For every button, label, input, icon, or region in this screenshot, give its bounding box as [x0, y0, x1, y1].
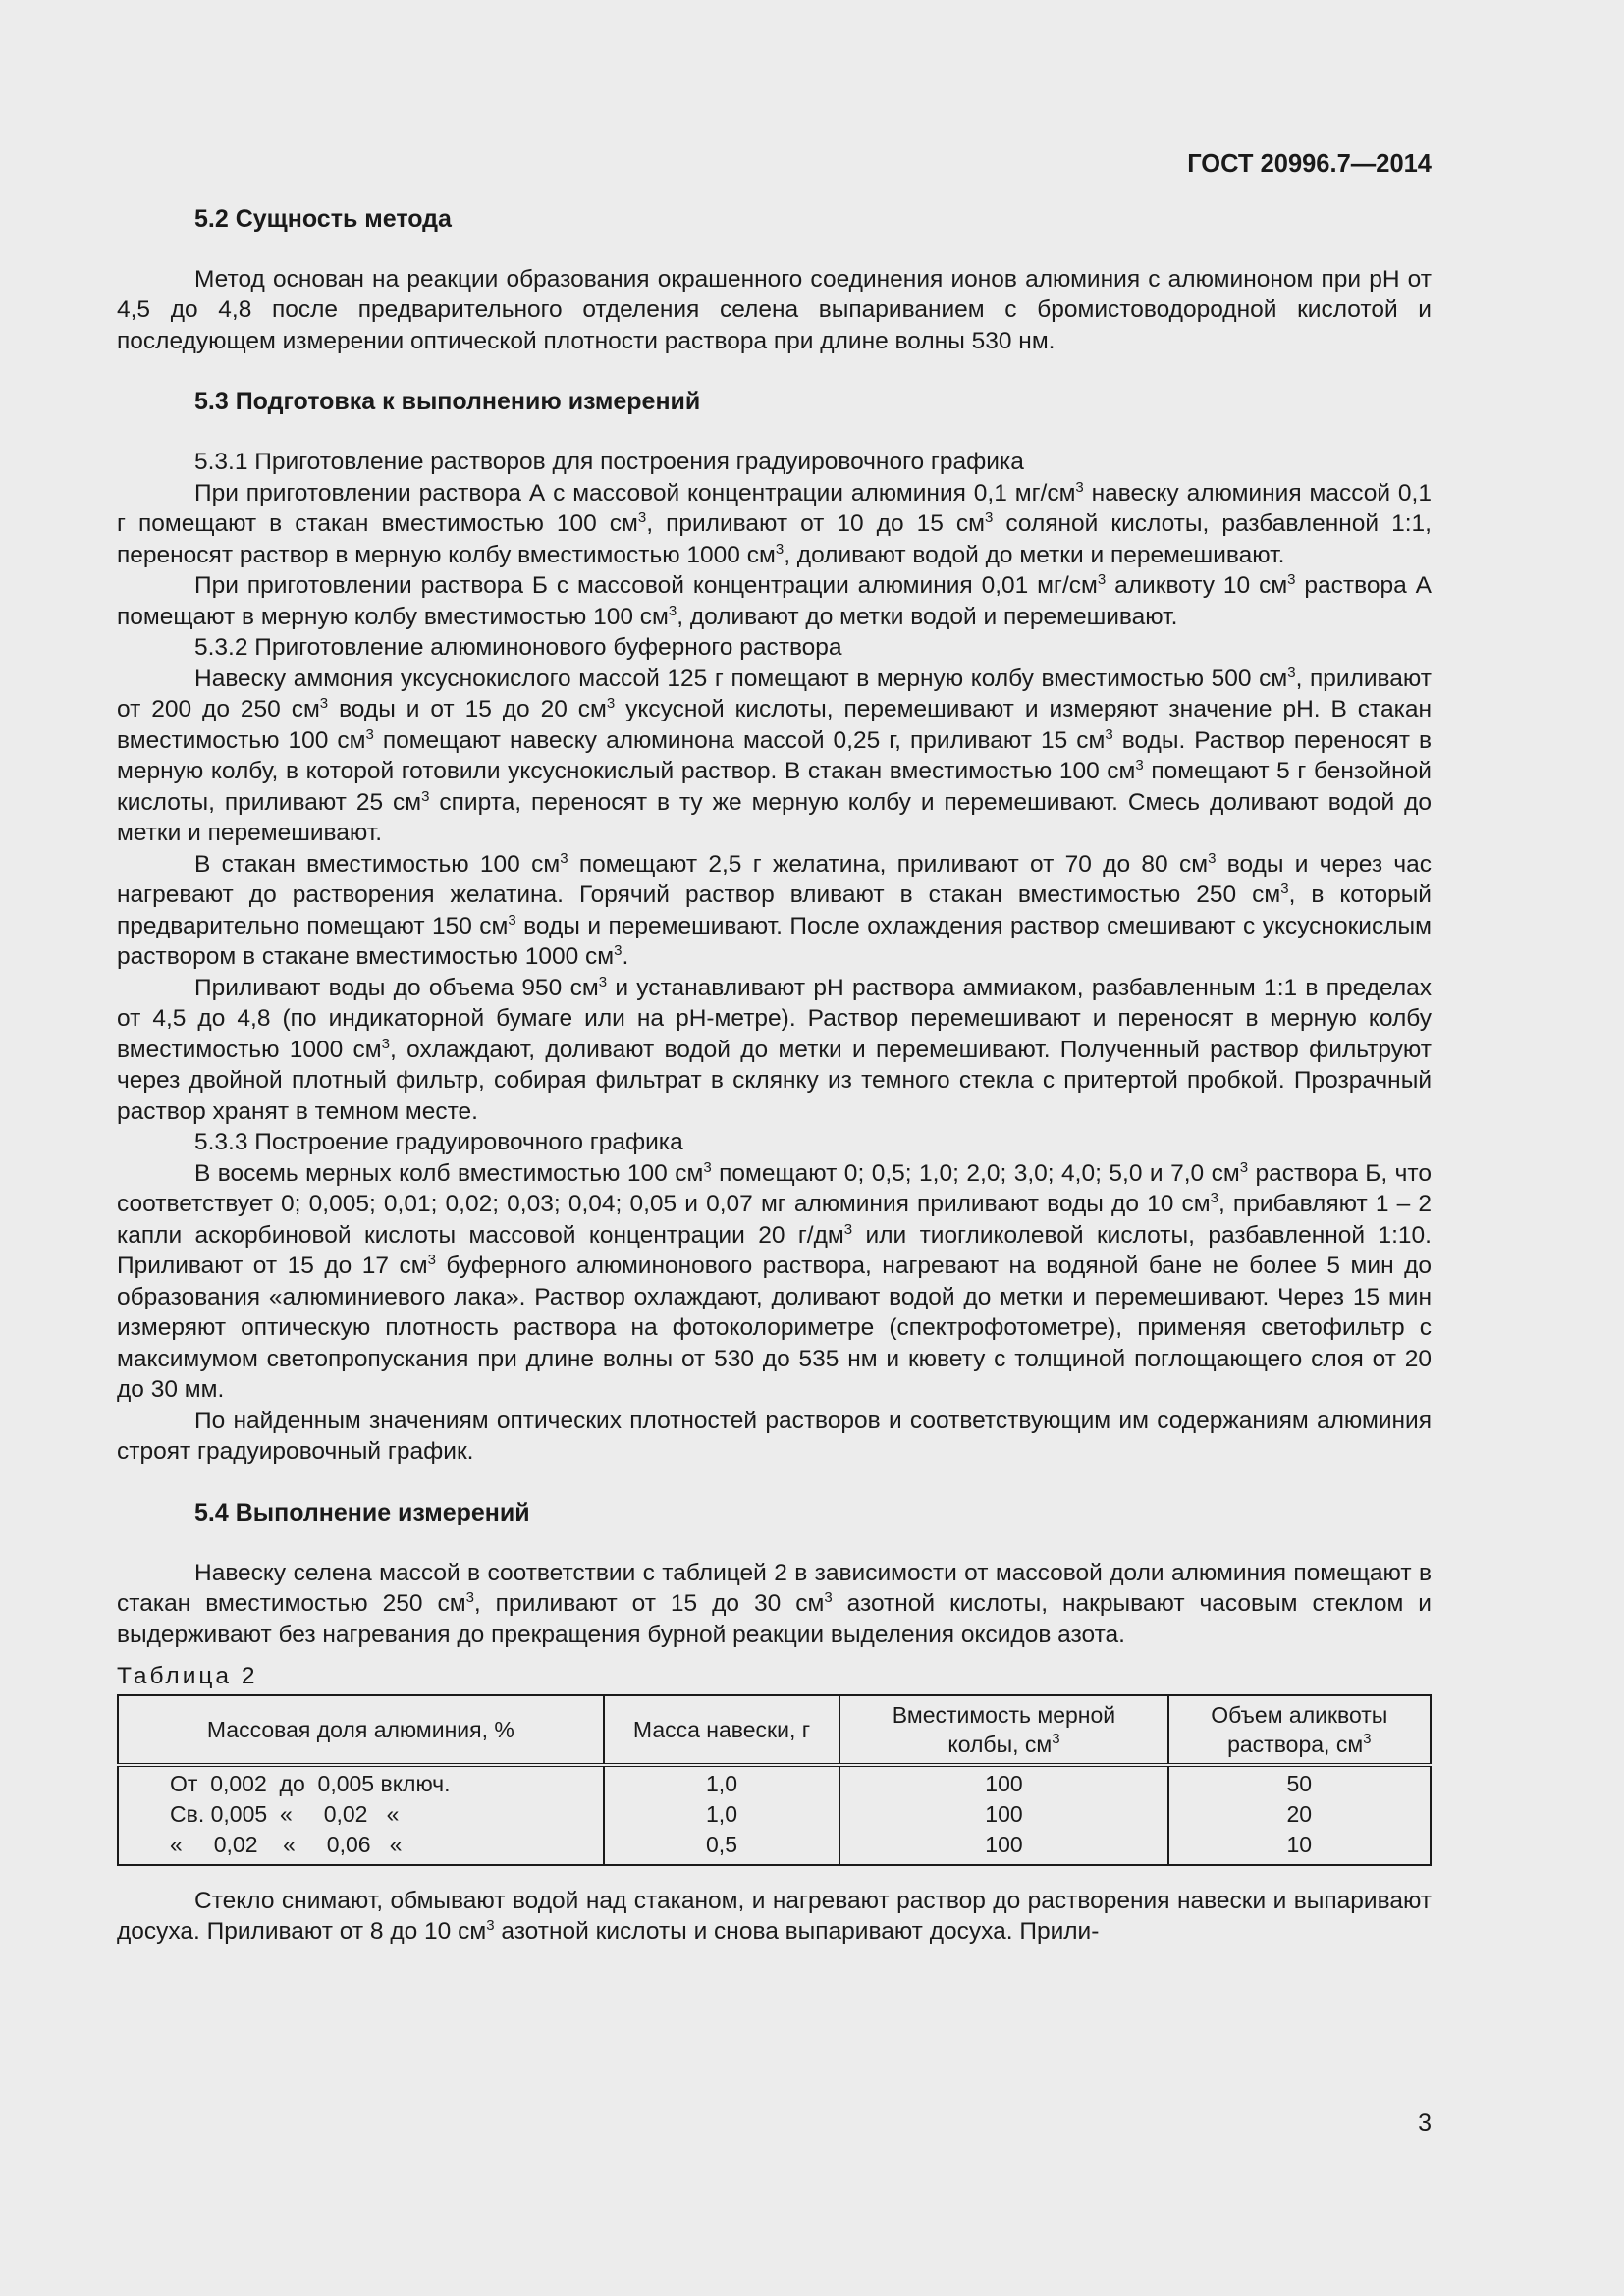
table-2 [117, 1694, 1432, 1866]
table-cell: « 0,02 « 0,06 « [118, 1830, 604, 1865]
superscript: 3 [319, 695, 329, 712]
table-cell: 100 [839, 1799, 1167, 1830]
superscript: 3 [486, 1917, 495, 1934]
superscript: 3 [606, 695, 616, 712]
superscript: 3 [465, 1589, 474, 1606]
superscript: 3 [614, 942, 623, 959]
paragraph: При приготовлении раствора А с массовой концентрации алюминия 0,1 $мг/см^3$ навеску алюминия массой 0,1 г помещают в стакан вместимостью 100 $см^3$, приливают от 10 до 15 $см^3$ соляной кислоты, разбавленной 1:1, переносят раствор в мерную колбу вместимостью 1000 $см^3$, доливают водой до метки и перемешивают. [117, 478, 1432, 568]
table-cell: 20 [1286, 1801, 1313, 1827]
table-cell: Св. 0,005 « 0,02 « [118, 1799, 604, 1830]
paragraph: Навеску селена массой в соответствии с таблицей 2 в зависимости от массовой доли алюминия помещают в стакан вместимостью 250 $см^3$, приливают от 15 до 30 $см^3$ азотной кислоты, накрывают часовым стеклом и выдерживают без нагревания до прекращения бурной реакции выделения оксидов азота. [117, 1559, 1432, 1648]
paragraph: По найденным значениям оптических плотностей растворов и соответствующим им содержаниям алюминия строят градуировочный график. [117, 1407, 1432, 1465]
table-row [118, 1799, 1431, 1830]
table-caption: Таблица 2 [117, 1663, 258, 1689]
section-5-3-2-title: 5.3.2 Приготовление алюминонового буферного раствора [194, 634, 842, 661]
table-cell: 100 [839, 1765, 1167, 1799]
paragraph: В восемь мерных колб вместимостью 100 $см^3$ помещают 0; 0,5; 1,0; 2,0; 3,0; 4,0; 5,0 и 7,0 $см^3$ раствора Б, что соответствует 0; 0,005; 0,01; 0,02; 0,03; 0,04; 0,05 и 0,07 мг алюминия приливают воды до 10 $см^3$, прибавляют 1 – 2 капли аскорбиновой кислоты массовой концентрации 20 $г/дм^3$ или тиогликолевой кислоты, разбавленной 1:10. Приливают от 15 до 17 $см^3$ буферного алюминонового раствора, нагревают на водяной бане не более 5 мин до образования «алюминиевого лака». Раствор охлаждают, доливают водой до метки и перемешивают. Через 15 мин измеряют оптическую плотность раствора на фотоколориметре (спектрофотометре), применяя светофильтр с максимумом светопропускания при длине волны от 530 до 535 нм и кювету с толщиной поглощающего слоя от 20 до 30 мм. [117, 1158, 1433, 1403]
table-header-cell: Объем аликвоты раствора, $см^3$ [1168, 1695, 1431, 1765]
paragraph: Приливают воды до объема 950 $см^3$ и устанавливают pH раствора аммиаком, разбавленным 1:1 в пределах от 4,5 до 4,8 (по индикаторной бумаге или на pH-метре). Раствор перемешивают и переносят в мерную колбу вместимостью 1000 $см^3$, охлаждают, доливают водой до метки и перемешивают. Полученный раствор фильтруют через двойной плотный фильтр, собирая фильтрат в склянку из темного стекла с притертой пробкой. Прозрачный раствор хранят в темном месте. [117, 973, 1432, 1125]
superscript: 3 [668, 602, 677, 619]
section-5-4-title: 5.4 Выполнение измерений [194, 1498, 530, 1526]
superscript: 3 [1097, 571, 1107, 588]
superscript: 3 [703, 1158, 712, 1176]
superscript: 3 [508, 911, 516, 929]
superscript: 3 [1075, 478, 1084, 496]
superscript: 3 [1135, 757, 1144, 774]
superscript: 3 [421, 787, 430, 805]
superscript: 3 [1105, 725, 1113, 743]
superscript: 3 [824, 1589, 833, 1606]
superscript: 3 [843, 1220, 853, 1238]
section-5-3-3-title: 5.3.3 Построение градуировочного графика [194, 1129, 683, 1155]
superscript: 3 [775, 540, 785, 558]
section-5-3-title: 5.3 Подготовка к выполнению измерений [194, 388, 701, 415]
table-cell: 1,0 [604, 1799, 840, 1830]
paragraph: Стекло снимают, обмывают водой над стаканом, и нагревают раствор до растворения навески и выпаривают досуха. Приливают от 8 до 10 $см^3$ азотной кислоты и снова выпаривают досуха. Прили- [117, 1887, 1432, 1945]
superscript: 3 [1287, 664, 1296, 681]
table-cell: 1,0 [604, 1765, 840, 1799]
section-5-2-paragraph: Метод основан на реакции образования окрашенного соединения ионов алюминия с алюминоном при pH от 4,5 до 4,8 после предварительного отделения селена выпариванием с бромистоводородной кислотой и последующем измерении оптической плотности раствора при длине волны 530 нм. [117, 265, 1432, 354]
superscript: 3 [637, 509, 647, 526]
superscript: 3 [1239, 1158, 1249, 1176]
page-number: 3 [1418, 2109, 1432, 2137]
superscript: 3 [1280, 881, 1289, 897]
table-cell: 50 [1286, 1771, 1313, 1796]
superscript: 3 [365, 725, 374, 743]
paragraph: В стакан вместимостью 100 $см^3$ помещают 2,5 г желатина, приливают от 70 до 80 $см^3$ воды и через час нагревают до растворения желатина. Горячий раствор вливают в стакан вместимостью 250 $см^3$, в который предварительно помещают 150 $см^3$ воды и перемешивают. После охлаждения раствор смешивают с уксуснокислым раствором в стакане вместимостью 1000 $см^3$. [117, 849, 1433, 970]
table-row [118, 1765, 1431, 1799]
table-cell: 10 [1286, 1832, 1313, 1857]
table-cell: От 0,002 до 0,005 включ. [118, 1765, 604, 1799]
table-header-cell: Масса навески, г [604, 1695, 840, 1765]
paragraph: При приготовлении раствора Б с массовой концентрации алюминия 0,01 $мг/см^3$ аликвоту 10 $см^3$ раствора А помещают в мерную колбу вместимостью 100 $см^3$, доливают до метки водой и перемешивают. [117, 571, 1432, 630]
superscript: 3 [1208, 849, 1217, 867]
superscript: 3 [560, 849, 568, 867]
superscript: 3 [427, 1252, 436, 1268]
superscript: 3 [984, 509, 994, 526]
standard-id: ГОСТ 20996.7—2014 [1187, 150, 1432, 178]
paragraph: Навеску аммония уксуснокислого массой 125 г помещают в мерную колбу вместимостью 500 $см^3$, приливают от 200 до 250 $см^3$ воды и от 15 до 20 $см^3$ уксусной кислоты, перемешивают и измеряют значение pH. В стакан вместимостью 100 $см^3$ помещают навеску алюминона массой 0,25 г, приливают 15 $см^3$ воды. Раствор переносят в мерную колбу, в которой готовили уксуснокислый раствор. В стакан вместимостью 100 $см^3$ помещают 5 г бензойной кислоты, приливают 25 $см^3$ спирта, переносят в ту же мерную колбу и перемешивают. Смесь доливают водой до метки и перемешивают. [117, 664, 1433, 846]
superscript: 3 [1287, 571, 1296, 588]
table-header-cell: Массовая доля алюминия, % [118, 1695, 604, 1765]
table-row [118, 1830, 1431, 1865]
table-header-cell: Вместимость мерной колбы, $см^3$ [839, 1695, 1167, 1765]
superscript: 3 [598, 973, 608, 990]
table-cell: 100 [839, 1830, 1167, 1865]
superscript: 3 [1210, 1190, 1218, 1206]
table-header-row [118, 1695, 1431, 1765]
section-5-2-title: 5.2 Сущность метода [194, 204, 452, 233]
superscript: 3 [381, 1035, 390, 1052]
section-5-3-1-title: 5.3.1 Приготовление растворов для построения градуировочного графика [194, 449, 1024, 475]
table-cell: 0,5 [604, 1830, 840, 1865]
